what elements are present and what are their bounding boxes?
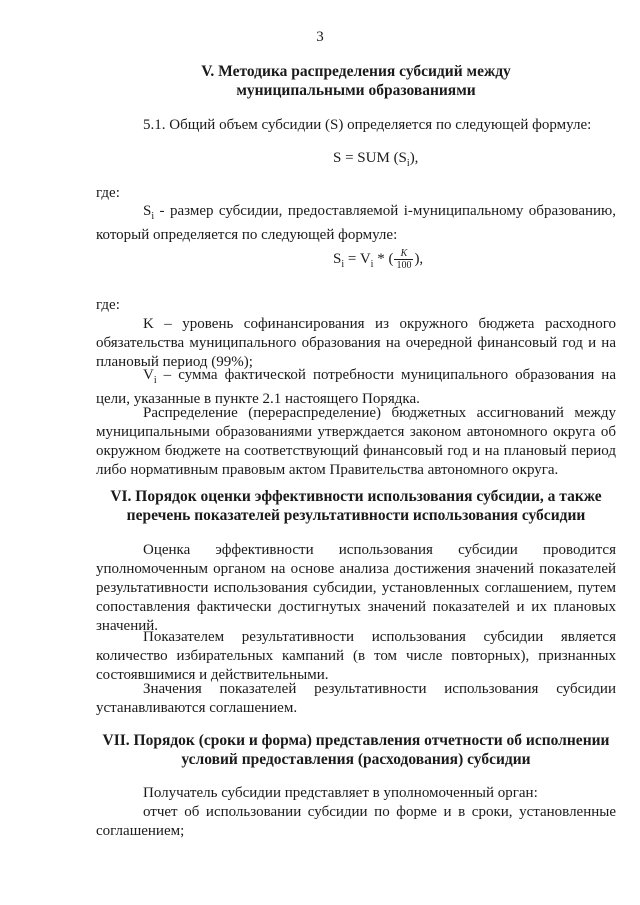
section-6-paragraph-1: Оценка эффективности использования субсидии проводится уполномоченным органом на основе анализа достижения значений показателей результативности использования субсидии, установленных соглашением, путем сопоставления фактически достигнутых значений показателей и их плановых значений. [96, 542, 616, 634]
section-5-title-line-2: муниципальными образованиями [236, 82, 476, 99]
vi-definition [96, 366, 616, 409]
section-7-title [96, 731, 616, 769]
section-6-paragraph-3: Значения показателей результативности использования субсидии устанавливаются соглашением. [96, 681, 616, 716]
formula-1-lhs: S = SUM (S [333, 150, 407, 166]
section-5-paragraph-5-1: 5.1. Общий объем субсидии (S) определяется по следующей формуле: [143, 117, 592, 133]
section-6-title-line-1: VI. Порядок оценки эффективности использования субсидии, а также [110, 488, 602, 505]
page-number: 3 [316, 29, 324, 45]
section-5-title [96, 62, 616, 100]
where-label-2: где: [96, 297, 120, 313]
formula-2-s-sub: i [341, 258, 345, 270]
formula-1-end: ), [409, 150, 419, 166]
vi-text: – сумма фактической потребности муниципального образования на цели, указанные в пункте 2.1 настоящего Порядка. [96, 367, 616, 407]
section-7-title-line-2: условий предоставления (расходования) субсидии [181, 751, 531, 768]
section-7-paragraph-2: отчет об использовании субсидии по форме и в сроки, установленные соглашением; [96, 804, 616, 839]
formula-1-sub: i [406, 158, 410, 169]
where-label-1: где: [96, 185, 120, 201]
si-definition [96, 202, 616, 245]
formula-2-eq: = V [344, 250, 371, 267]
formula-total-subsidy [333, 150, 418, 169]
formula-subsidy-size [333, 248, 423, 271]
fraction-numerator: K [394, 248, 413, 260]
vi-sub: i [153, 375, 157, 386]
si-text: - размер субсидии, предоставляемой i-муниципальному образованию, который определяется по следующей формуле: [96, 203, 616, 243]
section-6-title [96, 487, 616, 525]
section-7-paragraph-1: Получатель субсидии представляет в уполномоченный орган: [143, 785, 538, 801]
si-symbol: S [143, 203, 152, 219]
section-6-title-line-2: перечень показателей результативности использования субсидии [126, 507, 586, 524]
distribution-paragraph: Распределение (перераспределение) бюджетных ассигнований между муниципальными образованиями утверждается законом автономного округа об окружном бюджете на соответствующий финансовый год и на плановый период либо нормативным правовым актом Правительства автономного округа. [96, 405, 616, 478]
section-5-title-line-1: V. Методика распределения субсидий между [201, 63, 511, 80]
formula-2-v-sub: i [370, 258, 374, 270]
formula-2-fraction [394, 248, 413, 271]
k-definition: K – уровень софинансирования из окружного бюджета расходного обязательства муниципального образования на очередной финансовый год и на плановый период (99%); [96, 316, 616, 370]
formula-2-s: S [333, 250, 342, 267]
fraction-denominator: 100 [396, 260, 412, 271]
section-7-title-line-1: VII. Порядок (сроки и форма) представления отчетности об исполнении [102, 732, 610, 749]
vi-symbol: V [143, 367, 154, 383]
formula-2-mult: * ( [373, 250, 394, 267]
section-6-paragraph-2: Показателем результативности использования субсидии является количество избирательных кампаний (в том числе повторных), признанных состоявшимися и действительными. [96, 629, 616, 683]
si-sub: i [151, 211, 155, 222]
formula-2-end: ), [414, 250, 424, 267]
